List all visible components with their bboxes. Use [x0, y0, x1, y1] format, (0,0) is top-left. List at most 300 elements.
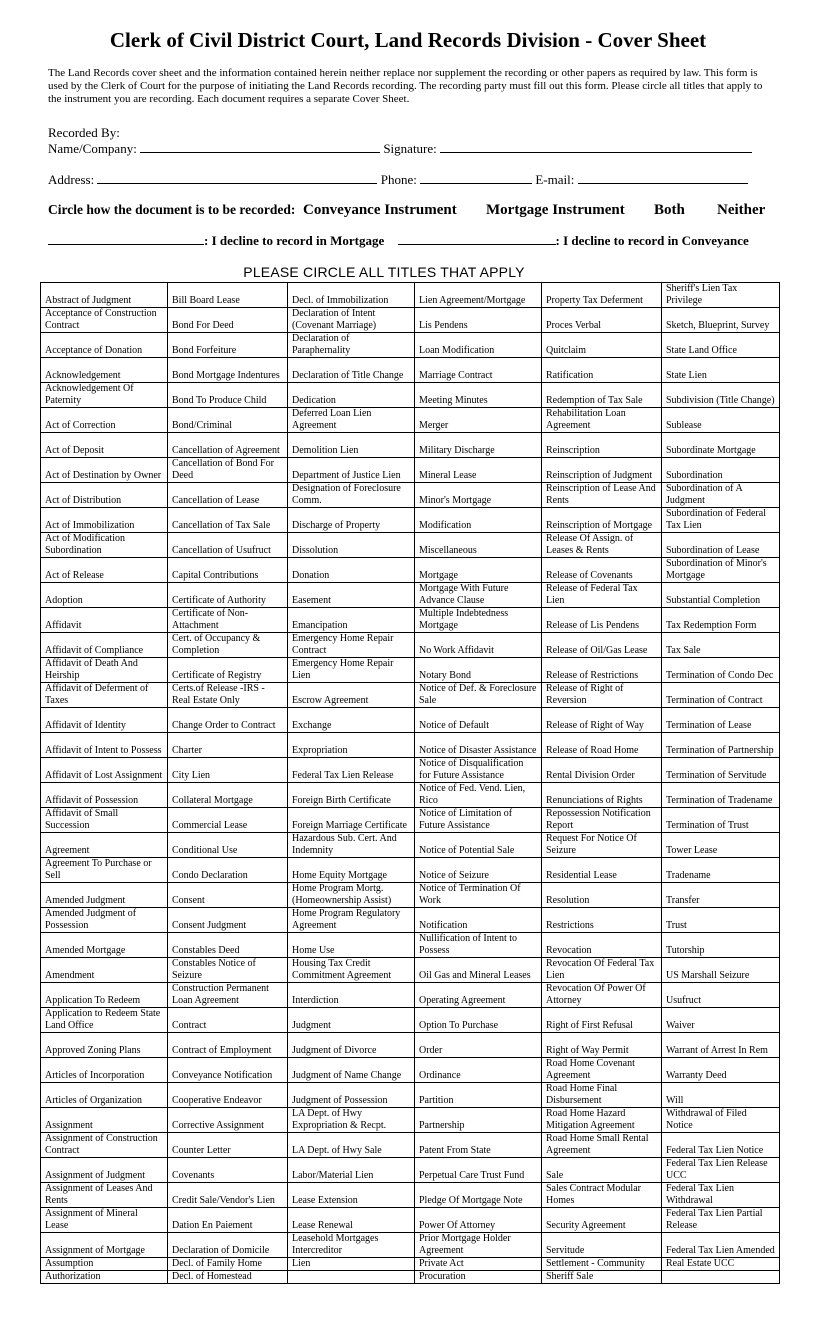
table-row — [41, 608, 780, 633]
title-option[interactable]: Constables Notice of Seizure — [168, 958, 288, 983]
title-option[interactable]: Marriage Contract — [415, 358, 542, 383]
title-option[interactable]: Counter Letter — [168, 1133, 288, 1158]
table-row — [41, 833, 780, 858]
titles-table-body — [41, 283, 780, 1284]
title-option[interactable]: US Marshall Seizure — [662, 958, 780, 983]
title-option[interactable]: Emancipation — [288, 608, 415, 633]
title-option[interactable]: Subordination of A Judgment — [662, 483, 780, 508]
title-option[interactable]: Donation — [288, 558, 415, 583]
title-option[interactable]: Cert. of Occupancy & Completion — [168, 633, 288, 658]
record-type-row — [48, 202, 778, 218]
title-option[interactable]: Contract — [168, 1008, 288, 1033]
option-both[interactable]: Both — [654, 202, 685, 218]
title-option[interactable]: Minor's Mortgage — [415, 483, 542, 508]
title-option[interactable]: Consent Judgment — [168, 908, 288, 933]
title-option[interactable]: Certificate of Non-Attachment — [168, 608, 288, 633]
title-option[interactable]: Change Order to Contract — [168, 708, 288, 733]
title-option[interactable]: Lease Extension — [288, 1183, 415, 1208]
title-option[interactable]: Military Discharge — [415, 433, 542, 458]
table-row — [41, 1183, 780, 1208]
title-option[interactable]: Cancellation of Usufruct — [168, 533, 288, 558]
title-option[interactable]: Act of Immobilization — [41, 508, 168, 533]
table-row — [41, 483, 780, 508]
title-option[interactable]: Act of Destination by Owner — [41, 458, 168, 483]
title-option[interactable]: Release of Federal Tax Lien — [542, 583, 662, 608]
title-option[interactable]: Affidavit of Possession — [41, 783, 168, 808]
title-option[interactable]: Lien Agreement/Mortgage — [415, 283, 542, 308]
title-option[interactable]: Agreement To Purchase or Sell — [41, 858, 168, 883]
title-option[interactable]: Notice of Disqualification for Future Assistance — [415, 758, 542, 783]
title-option[interactable]: Affidavit of Deferment of Taxes — [41, 683, 168, 708]
signature-field[interactable] — [440, 141, 752, 153]
title-option[interactable]: Expropriation — [288, 733, 415, 758]
table-row — [41, 883, 780, 908]
title-option[interactable]: Demolition Lien — [288, 433, 415, 458]
title-option[interactable]: Waiver — [662, 1008, 780, 1033]
title-option[interactable]: Reinscription of Mortgage — [542, 508, 662, 533]
title-option[interactable]: Notice of Seizure — [415, 858, 542, 883]
title-option[interactable]: Conditional Use — [168, 833, 288, 858]
title-option[interactable]: Lis Pendens — [415, 308, 542, 333]
title-option[interactable]: No Work Affidavit — [415, 633, 542, 658]
title-option[interactable]: Subordination of Lease — [662, 533, 780, 558]
title-option[interactable]: Amended Mortgage — [41, 933, 168, 958]
title-option[interactable]: Affidavit of Small Succession — [41, 808, 168, 833]
title-option[interactable]: Decl. of Immobilization — [288, 283, 415, 308]
title-option[interactable]: Lease Renewal — [288, 1208, 415, 1233]
title-option[interactable]: Application To Redeem — [41, 983, 168, 1008]
title-option[interactable]: Private Act — [415, 1258, 542, 1271]
title-option[interactable]: Charter — [168, 733, 288, 758]
title-option[interactable]: Home Equity Mortgage — [288, 858, 415, 883]
title-option[interactable]: Tax Redemption Form — [662, 608, 780, 633]
title-option[interactable]: Patent From State — [415, 1133, 542, 1158]
title-option[interactable]: Road Home Hazard Mitigation Agreement — [542, 1108, 662, 1133]
title-option[interactable]: Act of Modification Subordination — [41, 533, 168, 558]
title-option[interactable]: Cancellation of Tax Sale — [168, 508, 288, 533]
option-mortgage[interactable]: Mortgage Instrument — [486, 202, 625, 218]
phone-field[interactable] — [420, 172, 532, 184]
title-option[interactable]: Certificate of Authority — [168, 583, 288, 608]
title-option[interactable]: Bond For Deed — [168, 308, 288, 333]
title-option[interactable]: Federal Tax Lien Release — [288, 758, 415, 783]
title-option[interactable]: Emergency Home Repair Contract — [288, 633, 415, 658]
title-option[interactable]: Right of Way Permit — [542, 1033, 662, 1058]
name-signature-row — [48, 141, 752, 157]
title-option[interactable]: Sheriff Sale — [542, 1271, 662, 1284]
table-row — [41, 1058, 780, 1083]
title-option[interactable]: Notice of Disaster Assistance — [415, 733, 542, 758]
title-option[interactable]: Easement — [288, 583, 415, 608]
title-option[interactable]: Reinscription of Lease And Rents — [542, 483, 662, 508]
title-option[interactable]: Substantial Completion — [662, 583, 780, 608]
title-option[interactable]: Notice of Fed. Vend. Lien, Rico — [415, 783, 542, 808]
title-option[interactable]: Collateral Mortgage — [168, 783, 288, 808]
title-option[interactable]: Withdrawal of Filed Notice — [662, 1108, 780, 1133]
option-conveyance[interactable]: Conveyance Instrument — [303, 202, 457, 218]
title-option[interactable]: Proces Verbal — [542, 308, 662, 333]
title-option[interactable]: State Lien — [662, 358, 780, 383]
table-row — [41, 583, 780, 608]
title-option[interactable]: Termination of Partnership — [662, 733, 780, 758]
title-option[interactable]: Declaration of Title Change — [288, 358, 415, 383]
title-option[interactable]: Notice of Potential Sale — [415, 833, 542, 858]
title-option[interactable]: Decl. of Homestead — [168, 1271, 288, 1284]
title-option[interactable]: Subdivision (Title Change) — [662, 383, 780, 408]
title-option[interactable]: Assumption — [41, 1258, 168, 1271]
title-option[interactable]: Affidavit — [41, 608, 168, 633]
table-row — [41, 533, 780, 558]
title-option[interactable]: Cancellation of Agreement — [168, 433, 288, 458]
title-option[interactable]: Act of Release — [41, 558, 168, 583]
title-option[interactable]: Quitclaim — [542, 333, 662, 358]
title-option[interactable]: Servitude — [542, 1233, 662, 1258]
title-option[interactable]: Operating Agreement — [415, 983, 542, 1008]
title-option[interactable]: Tutorship — [662, 933, 780, 958]
title-option[interactable]: Affidavit of Compliance — [41, 633, 168, 658]
title-option[interactable]: Acceptance of Donation — [41, 333, 168, 358]
title-option[interactable]: Pledge Of Mortgage Note — [415, 1183, 542, 1208]
title-option[interactable]: Modification — [415, 508, 542, 533]
title-option[interactable]: Assignment of Construction Contract — [41, 1133, 168, 1158]
title-option[interactable]: Housing Tax Credit Commitment Agreement — [288, 958, 415, 983]
title-option[interactable]: Release of Restrictions — [542, 658, 662, 683]
title-option[interactable]: Settlement - Community — [542, 1258, 662, 1271]
title-option[interactable]: Authorization — [41, 1271, 168, 1284]
title-option[interactable]: Declaration of Paraphernality — [288, 333, 415, 358]
title-option[interactable]: Cancellation of Bond For Deed — [168, 458, 288, 483]
title-option[interactable]: Acknowledgement Of Paternity — [41, 383, 168, 408]
table-row — [41, 1233, 780, 1258]
title-option[interactable]: Cooperative Endeavor — [168, 1083, 288, 1108]
title-option[interactable]: Construction Permanent Loan Agreement — [168, 983, 288, 1008]
title-option[interactable]: Constables Deed — [168, 933, 288, 958]
table-row — [41, 958, 780, 983]
title-option[interactable]: Renunciations of Rights — [542, 783, 662, 808]
table-row — [41, 708, 780, 733]
title-option[interactable]: Miscellaneous — [415, 533, 542, 558]
intro-paragraph: The Land Records cover sheet and the information contained herein neither replace nor supplement the recording or other papers as required by law. This form is used by the Clerk of Court for the purpose of initiating the Land Records recording. The recording party must fill out this form. Please circle all titles that apply to the instrument you are recording. Each document requires a separate Cover Sheet. — [48, 67, 763, 105]
title-option[interactable]: Notice of Limitation of Future Assistance — [415, 808, 542, 833]
title-option[interactable]: Transfer — [662, 883, 780, 908]
title-option[interactable]: Release of Lis Pendens — [542, 608, 662, 633]
title-option[interactable]: Act of Deposit — [41, 433, 168, 458]
title-option[interactable]: Sublease — [662, 408, 780, 433]
title-option[interactable]: Reinscription of Judgment — [542, 458, 662, 483]
title-option[interactable]: Acknowledgement — [41, 358, 168, 383]
name-company-field[interactable] — [140, 141, 380, 153]
title-option[interactable]: Release of Oil/Gas Lease — [542, 633, 662, 658]
title-option[interactable]: Judgment — [288, 1008, 415, 1033]
title-option[interactable]: Subordination — [662, 458, 780, 483]
table-row — [41, 1008, 780, 1033]
title-option[interactable]: Multiple Indebtedness Mortgage — [415, 608, 542, 633]
title-option[interactable]: Articles of Incorporation — [41, 1058, 168, 1083]
title-option[interactable]: Sketch, Blueprint, Survey — [662, 308, 780, 333]
decline-mortgage-label: : I decline to record in Mortgage — [204, 233, 385, 248]
recorded-by-label: Recorded By: — [48, 125, 120, 140]
title-option[interactable]: Credit Sale/Vendor's Lien — [168, 1183, 288, 1208]
title-option[interactable]: Subordination of Minor's Mortgage — [662, 558, 780, 583]
title-option[interactable]: Order — [415, 1033, 542, 1058]
title-option[interactable]: Discharge of Property — [288, 508, 415, 533]
title-option[interactable]: Capital Contributions — [168, 558, 288, 583]
title-option[interactable]: Assignment — [41, 1108, 168, 1133]
title-option[interactable]: Escrow Agreement — [288, 683, 415, 708]
title-option[interactable]: Act of Correction — [41, 408, 168, 433]
titles-table — [40, 282, 780, 1284]
email-field[interactable] — [578, 172, 748, 184]
option-neither[interactable]: Neither — [717, 202, 766, 218]
title-option[interactable]: Emergency Home Repair Lien — [288, 658, 415, 683]
title-option[interactable]: Labor/Material Lien — [288, 1158, 415, 1183]
table-row — [41, 808, 780, 833]
table-row — [41, 408, 780, 433]
title-option[interactable]: Sheriff's Lien Tax Privilege — [662, 283, 780, 308]
title-option[interactable]: Ordinance — [415, 1058, 542, 1083]
title-option[interactable]: Nullification of Intent to Possess — [415, 933, 542, 958]
title-option[interactable]: Rental Division Order — [542, 758, 662, 783]
title-option[interactable]: Revocation Of Federal Tax Lien — [542, 958, 662, 983]
title-option[interactable]: Designation of Foreclosure Comm. — [288, 483, 415, 508]
title-option[interactable]: Subordination of Federal Tax Lien — [662, 508, 780, 533]
email-label: E-mail: — [535, 172, 575, 187]
title-option[interactable]: Release of Right of Reversion — [542, 683, 662, 708]
title-option[interactable]: Sale — [542, 1158, 662, 1183]
table-row — [41, 1271, 780, 1284]
title-option[interactable]: Termination of Servitude — [662, 758, 780, 783]
title-option[interactable]: Covenants — [168, 1158, 288, 1183]
title-option[interactable]: Bond Forfeiture — [168, 333, 288, 358]
title-option[interactable]: Partition — [415, 1083, 542, 1108]
title-option[interactable]: Tower Lease — [662, 833, 780, 858]
title-option[interactable]: Home Program Mortg.(Homeownership Assist) — [288, 883, 415, 908]
title-option[interactable]: Termination of Lease — [662, 708, 780, 733]
table-heading: PLEASE CIRCLE ALL TITLES THAT APPLY — [243, 264, 525, 280]
title-option[interactable]: Foreign Birth Certificate — [288, 783, 415, 808]
title-option[interactable]: Federal Tax Lien Partial Release — [662, 1208, 780, 1233]
address-label: Address: — [48, 172, 95, 187]
title-option[interactable]: Deferred Loan Lien Agreement — [288, 408, 415, 433]
title-option[interactable]: Release of Covenants — [542, 558, 662, 583]
title-option[interactable]: Abstract of Judgment — [41, 283, 168, 308]
table-row — [41, 1208, 780, 1233]
title-option[interactable]: Security Agreement — [542, 1208, 662, 1233]
title-option[interactable]: Judgment of Name Change — [288, 1058, 415, 1083]
title-option[interactable]: Trust — [662, 908, 780, 933]
title-option[interactable]: Termination of Tradename — [662, 783, 780, 808]
title-option[interactable]: Road Home Final Disbursement — [542, 1083, 662, 1108]
title-option[interactable]: Assignment of Mineral Lease — [41, 1208, 168, 1233]
title-option[interactable]: Interdiction — [288, 983, 415, 1008]
title-option[interactable]: Request For Notice Of Seizure — [542, 833, 662, 858]
title-option[interactable]: Oil Gas and Mineral Leases — [415, 958, 542, 983]
title-option[interactable]: Resolution — [542, 883, 662, 908]
title-option[interactable]: Conveyance Notification — [168, 1058, 288, 1083]
title-option[interactable]: Dation En Paiement — [168, 1208, 288, 1233]
title-option[interactable]: Act of Distribution — [41, 483, 168, 508]
table-row — [41, 658, 780, 683]
title-option[interactable]: Certificate of Registry — [168, 658, 288, 683]
title-option[interactable]: Affidavit of Death And Heirship — [41, 658, 168, 683]
title-option[interactable]: Tradename — [662, 858, 780, 883]
title-option[interactable]: Meeting Minutes — [415, 383, 542, 408]
title-option[interactable]: Consent — [168, 883, 288, 908]
title-option[interactable]: Subordinate Mortgage — [662, 433, 780, 458]
title-option[interactable]: Power Of Attorney — [415, 1208, 542, 1233]
title-option[interactable]: Affidavit of Lost Assignment — [41, 758, 168, 783]
title-option[interactable]: Notice of Termination Of Work — [415, 883, 542, 908]
title-option[interactable]: Warranty Deed — [662, 1058, 780, 1083]
decline-conveyance-field[interactable] — [398, 233, 556, 245]
title-option[interactable]: Property Tax Deferment — [542, 283, 662, 308]
table-row — [41, 683, 780, 708]
title-option[interactable]: LA Dept. of Hwy Expropriation & Recpt. — [288, 1108, 415, 1133]
title-option[interactable]: Prior Mortgage Holder Agreement — [415, 1233, 542, 1258]
title-option[interactable]: Condo Declaration — [168, 858, 288, 883]
table-row — [41, 983, 780, 1008]
table-row — [41, 933, 780, 958]
title-option[interactable]: State Land Office — [662, 333, 780, 358]
table-row — [41, 783, 780, 808]
title-option[interactable]: Certs.of Release -IRS - Real Estate Only — [168, 683, 288, 708]
title-option[interactable]: Residential Lease — [542, 858, 662, 883]
title-option[interactable]: LA Dept. of Hwy Sale — [288, 1133, 415, 1158]
title-option[interactable]: Lien — [288, 1258, 415, 1271]
decline-conveyance-label: : I decline to record in Conveyance — [555, 233, 749, 248]
title-option[interactable]: Release Of Assign. of Leases & Rents — [542, 533, 662, 558]
table-row — [41, 733, 780, 758]
title-option[interactable]: Federal Tax Lien Notice — [662, 1133, 780, 1158]
title-option[interactable]: Home Use — [288, 933, 415, 958]
title-option[interactable]: Real Estate UCC — [662, 1258, 780, 1271]
title-option[interactable]: Amendment — [41, 958, 168, 983]
title-option[interactable]: Assignment of Leases And Rents — [41, 1183, 168, 1208]
table-row — [41, 1258, 780, 1271]
title-option[interactable]: Leasehold Mortgages Intercreditor — [288, 1233, 415, 1258]
title-option[interactable]: Department of Justice Lien — [288, 458, 415, 483]
title-option[interactable]: Revocation Of Power Of Attorney — [542, 983, 662, 1008]
table-row — [41, 458, 780, 483]
decline-mortgage-field[interactable] — [48, 233, 204, 245]
title-option[interactable]: Warrant of Arrest In Rem — [662, 1033, 780, 1058]
title-option[interactable]: Foreign Marriage Certificate — [288, 808, 415, 833]
title-option[interactable]: Tax Sale — [662, 633, 780, 658]
title-option[interactable]: Termination of Trust — [662, 808, 780, 833]
title-option[interactable]: Declaration of Intent (Covenant Marriage) — [288, 308, 415, 333]
title-option[interactable]: Approved Zoning Plans — [41, 1033, 168, 1058]
table-row — [41, 1083, 780, 1108]
title-option[interactable]: Restrictions — [542, 908, 662, 933]
title-option[interactable]: Contract of Employment — [168, 1033, 288, 1058]
title-option[interactable]: Commercial Lease — [168, 808, 288, 833]
table-row — [41, 508, 780, 533]
title-option[interactable]: Procuration — [415, 1271, 542, 1284]
title-option[interactable]: Notice of Def. & Foreclosure Sale — [415, 683, 542, 708]
title-option[interactable]: Amended Judgment of Possession — [41, 908, 168, 933]
title-option[interactable]: Revocation — [542, 933, 662, 958]
title-option[interactable]: Rehabilitation Loan Agreement — [542, 408, 662, 433]
title-option[interactable]: Home Program Regulatory Agreement — [288, 908, 415, 933]
title-option[interactable] — [288, 1271, 415, 1284]
title-option[interactable]: Release of Right of Way — [542, 708, 662, 733]
title-option[interactable]: Assignment of Mortgage — [41, 1233, 168, 1258]
title-option[interactable]: Cancellation of Lease — [168, 483, 288, 508]
title-option[interactable]: Dedication — [288, 383, 415, 408]
title-option[interactable]: Affidavit of Identity — [41, 708, 168, 733]
title-option[interactable]: Sales Contract Modular Homes — [542, 1183, 662, 1208]
title-option[interactable]: Release of Road Home — [542, 733, 662, 758]
title-option[interactable]: Bill Board Lease — [168, 283, 288, 308]
title-option[interactable]: City Lien — [168, 758, 288, 783]
title-option[interactable]: Agreement — [41, 833, 168, 858]
title-option[interactable]: Bond Mortgage Indentures — [168, 358, 288, 383]
title-option[interactable]: Affidavit of Intent to Possess — [41, 733, 168, 758]
title-option[interactable]: Exchange — [288, 708, 415, 733]
address-row — [48, 172, 748, 188]
title-option[interactable]: Acceptance of Construction Contract — [41, 308, 168, 333]
title-option[interactable]: Usufruct — [662, 983, 780, 1008]
table-row — [41, 908, 780, 933]
title-option[interactable]: Bond/Criminal — [168, 408, 288, 433]
title-option[interactable]: Federal Tax Lien Release UCC — [662, 1158, 780, 1183]
address-field[interactable] — [97, 172, 377, 184]
title-option[interactable]: Termination of Condo Dec — [662, 658, 780, 683]
title-option[interactable]: Articles of Organization — [41, 1083, 168, 1108]
title-option[interactable]: Application to Redeem State Land Office — [41, 1008, 168, 1033]
title-option[interactable]: Notification — [415, 908, 542, 933]
title-option[interactable]: Loan Modification — [415, 333, 542, 358]
title-option[interactable]: Bond To Produce Child — [168, 383, 288, 408]
title-option[interactable]: Judgment of Possession — [288, 1083, 415, 1108]
title-option[interactable]: Notary Bond — [415, 658, 542, 683]
title-option[interactable]: Declaration of Domicile — [168, 1233, 288, 1258]
title-option[interactable]: Adoption — [41, 583, 168, 608]
title-option[interactable]: Reinscription — [542, 433, 662, 458]
title-option[interactable]: Right of First Refusal — [542, 1008, 662, 1033]
title-option[interactable]: Decl. of Family Home — [168, 1258, 288, 1271]
title-option[interactable]: Federal Tax Lien Withdrawal — [662, 1183, 780, 1208]
title-option[interactable]: Perpetual Care Trust Fund — [415, 1158, 542, 1183]
title-option[interactable]: Federal Tax Lien Amended — [662, 1233, 780, 1258]
title-option[interactable]: Assignment of Judgment — [41, 1158, 168, 1183]
title-option[interactable]: Mortgage — [415, 558, 542, 583]
title-option[interactable] — [662, 1271, 780, 1284]
title-option[interactable]: Repossession Notification Report — [542, 808, 662, 833]
title-option[interactable]: Corrective Assignment — [168, 1108, 288, 1133]
title-option[interactable]: Redemption of Tax Sale — [542, 383, 662, 408]
title-option[interactable]: Hazardous Sub. Cert. And Indemnity — [288, 833, 415, 858]
title-option[interactable]: Judgment of Divorce — [288, 1033, 415, 1058]
table-row — [41, 1108, 780, 1133]
table-row — [41, 308, 780, 333]
title-option[interactable]: Amended Judgment — [41, 883, 168, 908]
title-option[interactable]: Will — [662, 1083, 780, 1108]
title-option[interactable]: Termination of Contract — [662, 683, 780, 708]
title-option[interactable]: Notice of Default — [415, 708, 542, 733]
title-option[interactable]: Merger — [415, 408, 542, 433]
title-option[interactable]: Dissolution — [288, 533, 415, 558]
title-option[interactable]: Partnership — [415, 1108, 542, 1133]
title-option[interactable]: Ratification — [542, 358, 662, 383]
table-row — [41, 1133, 780, 1158]
title-option[interactable]: Road Home Small Rental Agreement — [542, 1133, 662, 1158]
title-option[interactable]: Mortgage With Future Advance Clause — [415, 583, 542, 608]
table-row — [41, 1158, 780, 1183]
title-option[interactable]: Option To Purchase — [415, 1008, 542, 1033]
title-option[interactable]: Mineral Lease — [415, 458, 542, 483]
title-option[interactable]: Road Home Covenant Agreement — [542, 1058, 662, 1083]
